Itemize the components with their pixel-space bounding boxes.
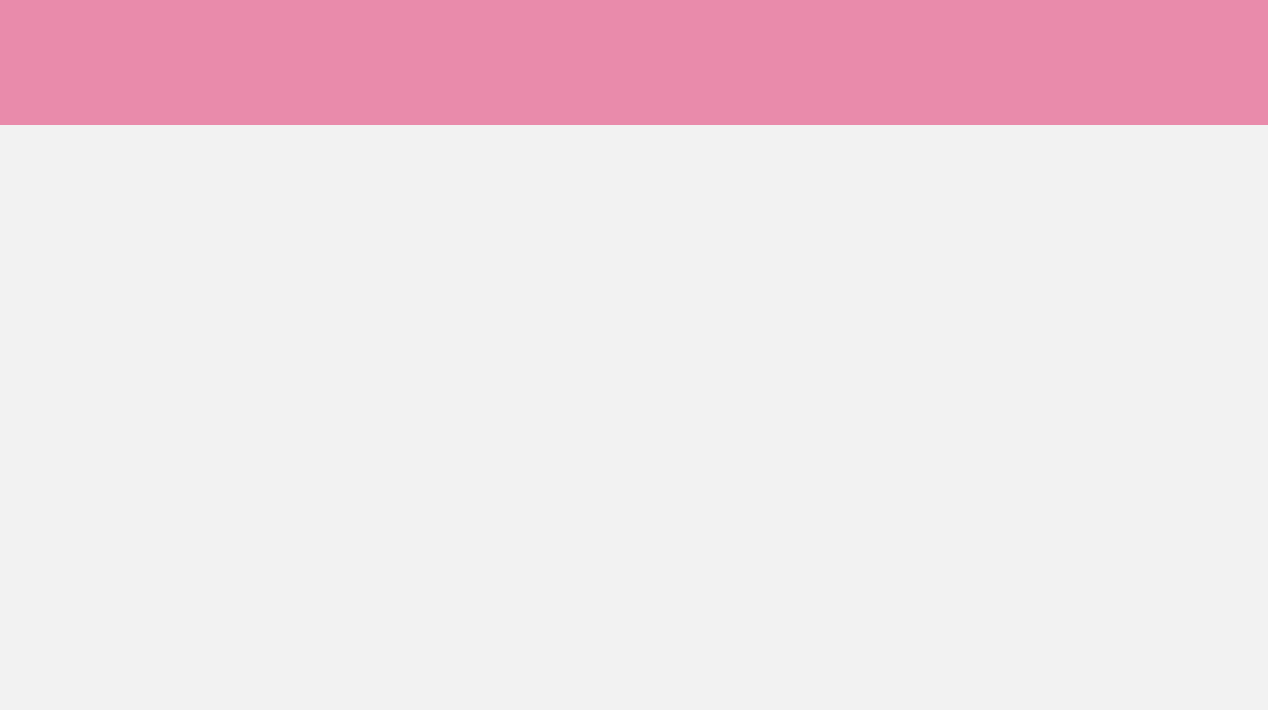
title-banner (0, 0, 1268, 91)
table-header (0, 91, 1268, 125)
